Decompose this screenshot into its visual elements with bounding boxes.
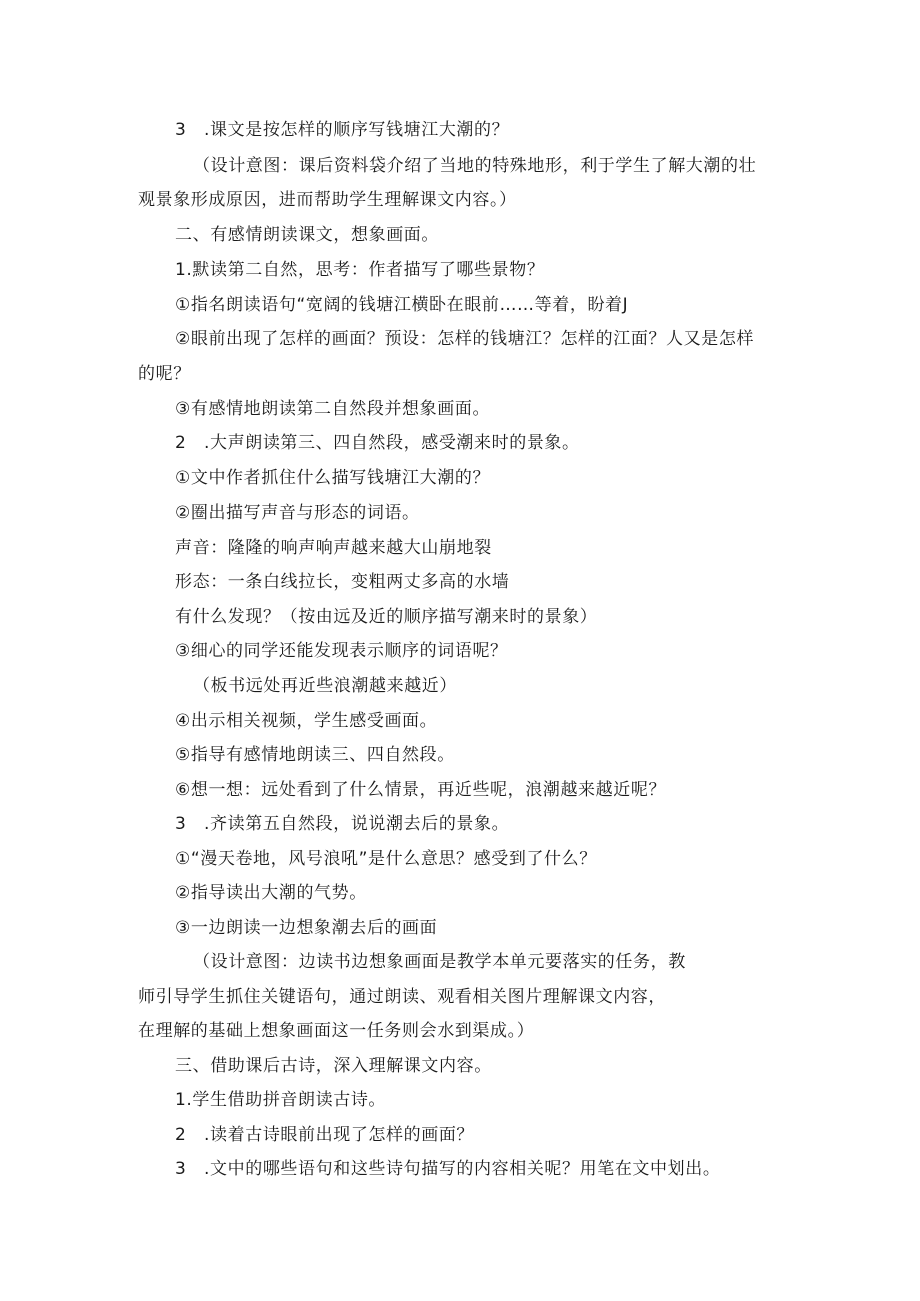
item-circle-1-meaning: ①“漫天卷地，风号浪吼”是什么意思？感受到了什么？ [175, 849, 597, 869]
step-2-poem-picture: 2 .读着古诗眼前出现了怎样的画面？ [175, 1125, 475, 1145]
section-2-heading: 二、有感情朗读课文，想象画面。 [175, 225, 439, 245]
item-circle-2-circle-words: ②圈出描写声音与形态的词语。 [175, 503, 420, 523]
question-3-sequence: 3 .课文是按怎样的顺序写钱塘江大潮的？ [175, 120, 510, 140]
item-circle-2-picture-line-1: ②眼前出现了怎样的画面？预设：怎样的钱塘江？怎样的江面？人又是怎样 [175, 329, 755, 349]
step-2-loud-reading: 2 .大声朗读第三、四自然段，感受潮来时的景象。 [175, 433, 580, 453]
item-circle-2-picture-line-2: 的呢？ [138, 364, 191, 384]
item-circle-4-video: ④出示相关视频，学生感受画面。 [175, 711, 438, 731]
step-3-choral-reading: 3 .齐读第五自然段，说说潮去后的景象。 [175, 814, 510, 834]
item-circle-6-think: ⑥想一想：远处看到了什么情景，再近些呢，浪潮越来越近呢？ [175, 780, 667, 800]
design-intent-2-line-3: 在理解的基础上想象画面这一任务则会水到渠成。） [138, 1021, 535, 1041]
item-circle-1-author-focus: ①文中作者抓住什么描写钱塘江大潮的？ [175, 468, 491, 488]
step-1-silent-reading: 1.默读第二自然，思考：作者描写了哪些景物？ [175, 260, 545, 280]
item-circle-3-order-words: ③细心的同学还能发现表示顺序的词语呢？ [175, 641, 508, 661]
blackboard-note: （板书远处再近些浪潮越来越近） [193, 676, 457, 696]
finding-question: 有什么发现？（按由远及近的顺序描写潮来时的景象） [175, 607, 598, 627]
design-intent-2-line-2: 师引导学生抓住关键语句，通过朗读、观看相关图片理解课文内容， [138, 987, 666, 1007]
step-3-related-sentences: 3 .文中的哪些语句和这些诗句描写的内容相关呢？用笔在文中划出。 [175, 1159, 721, 1179]
step-1-pinyin-reading: 1.学生借助拼音朗读古诗。 [175, 1090, 387, 1110]
design-intent-1-line-2: 观景象形成原因，进而帮助学生理解课文内容。） [138, 190, 517, 210]
section-3-heading: 三、借助课后古诗，深入理解课文内容。 [175, 1056, 492, 1076]
item-circle-3-emotional-reading: ③有感情地朗读第二自然段并想象画面。 [175, 399, 491, 419]
item-circle-1-read-aloud: ①指名朗读语句“宽阔的钱塘江横卧在眼前……等着，盼着J [175, 295, 629, 315]
item-circle-3-imagine: ③一边朗读一边想象潮去后的画面 [175, 918, 438, 938]
item-circle-5-guided-reading: ⑤指导有感情地朗读三、四自然段。 [175, 745, 455, 765]
design-intent-2-line-1: （设计意图：边读书边想象画面是教学本单元要落实的任务，教 [193, 952, 686, 972]
sound-words: 声音：隆隆的响声响声越来越大山崩地裂 [175, 538, 492, 558]
shape-words: 形态：一条白线拉长，变粗两丈多高的水墙 [175, 572, 510, 592]
item-circle-2-momentum: ②指导读出大潮的气势。 [175, 883, 367, 903]
design-intent-1-line-1: （设计意图：课后资料袋介绍了当地的特殊地形，利于学生了解大潮的壮 [193, 156, 757, 176]
